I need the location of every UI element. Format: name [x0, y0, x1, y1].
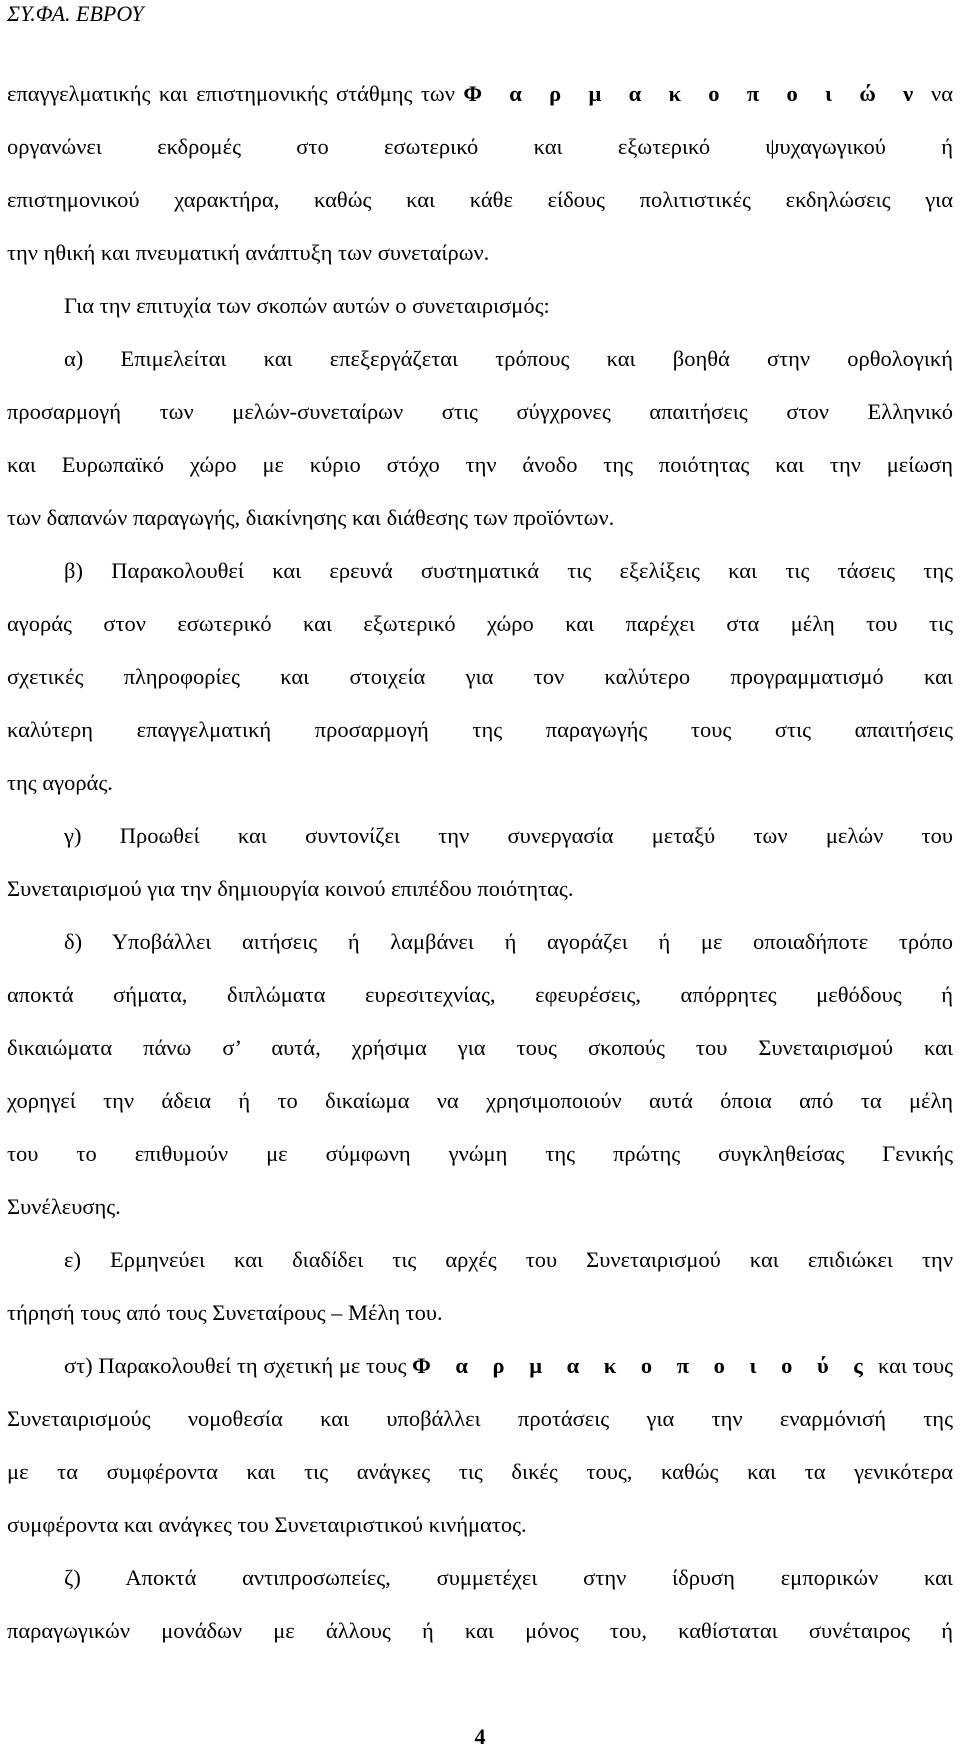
paragraph-intro: Για την επιτυχία των σκοπών αυτών ο συνεταιρισμός: [64, 293, 550, 318]
text-line: επιστημονικού χαρακτήρα, καθώς και κάθε είδους πολιτιστικές εκδηλώσεις για [7, 187, 953, 212]
text-line: επαγγελματικής και επιστημονικής στάθμης των Φ α ρ μ α κ ο π ο ι ώ ν να [7, 81, 953, 106]
text-line: των δαπανών παραγωγής, διακίνησης και διάθεσης των προϊόντων. [7, 505, 615, 530]
text-line: την ηθική και πνευματική ανάπτυξη των συνεταίρων. [7, 240, 490, 265]
text-line: χορηγεί την άδεια ή το δικαίωμα να χρησιμοποιούν αυτά όποια από τα μέλη [7, 1088, 953, 1113]
item-e: ε) Ερμηνεύει και διαδίδει τις αρχές του Συνεταιρισμού και επιδιώκει την [64, 1247, 953, 1272]
item-c: γ) Προωθεί και συντονίζει την συνεργασία μεταξύ των μελών του [64, 823, 953, 848]
text-line: αποκτά σήματα, διπλώματα ευρεσιτεχνίας, εφευρέσεις, απόρρητες μεθόδους ή [7, 982, 953, 1007]
text-line: τήρησή τους από τους Συνεταίρους – Μέλη του. [7, 1300, 443, 1325]
text-line: δικαιώματα πάνω σ’ αυτά, χρήσιμα για τους σκοπούς του Συνεταιρισμού και [7, 1035, 953, 1060]
text-line: Συνεταιρισμού για την δημιουργία κοινού επιπέδου ποιότητας. [7, 876, 574, 901]
text-line: Συνέλευσης. [7, 1194, 121, 1219]
text-line: παραγωγικών μονάδων με άλλους ή και μόνος του, καθίσταται συνέταιρος ή [7, 1618, 953, 1643]
item-b: β) Παρακολουθεί και ερευνά συστηματικά τις εξελίξεις και τις τάσεις της [64, 558, 953, 583]
text-line: με τα συμφέροντα και τις ανάγκες τις δικές τους, καθώς και τα γενικότερα [7, 1459, 953, 1484]
text-line: σχετικές πληροφορίες και στοιχεία για τον καλύτερο προγραμματισμό και [7, 664, 953, 689]
text-line: του το επιθυμούν με σύμφωνη γνώμη της πρώτης συγκληθείσας Γενικής [7, 1141, 953, 1166]
text-line: καλύτερη επαγγελματική προσαρμογή της παραγωγής τους στις απαιτήσεις [7, 717, 953, 742]
item-d: δ) Υποβάλλει αιτήσεις ή λαμβάνει ή αγοράζει ή με οποιαδήποτε τρόπο [64, 929, 953, 954]
item-st: στ) Παρακολουθεί τη σχετική με τους Φ α ρ μ α κ ο π ο ι ο ύ ς και τους [64, 1353, 953, 1378]
document-body [7, 67, 953, 1657]
text-line: και Ευρωπαϊκό χώρο με κύριο στόχο την άνοδο της ποιότητας και την μείωση [7, 452, 953, 477]
item-a: α) Επιμελείται και επεξεργάζεται τρόπους και βοηθά στην ορθολογική [64, 346, 953, 371]
text-line: Συνεταιρισμούς νομοθεσία και υποβάλλει προτάσεις για την εναρμόνισή της [7, 1406, 953, 1431]
document-header: ΣΥ.ΦΑ. ΕΒΡΟΥ [7, 1, 144, 26]
text-line: προσαρμογή των μελών-συνεταίρων στις σύγχρονες απαιτήσεις στον Ελληνικό [7, 399, 953, 424]
text-line: συμφέροντα και ανάγκες του Συνεταιριστικού κινήματος. [7, 1512, 527, 1537]
page-number: 4 [474, 1724, 486, 1749]
text-line: της αγοράς. [7, 770, 113, 795]
pharmacists-bold-text: Φ α ρ μ α κ ο π ο ι ο ύ ς [412, 1353, 873, 1378]
text-line: οργανώνει εκδρομές στο εσωτερικό και εξωτερικό ψυχαγωγικού ή [7, 134, 953, 159]
pharmacists-bold-text: Φ α ρ μ α κ ο π ο ι ώ ν [463, 81, 923, 106]
item-z: ζ) Αποκτά αντιπροσωπείες, συμμετέχει στην ίδρυση εμπορικών και [64, 1565, 953, 1590]
text-line: αγοράς στον εσωτερικό και εξωτερικό χώρο και παρέχει στα μέλη του τις [7, 611, 953, 636]
